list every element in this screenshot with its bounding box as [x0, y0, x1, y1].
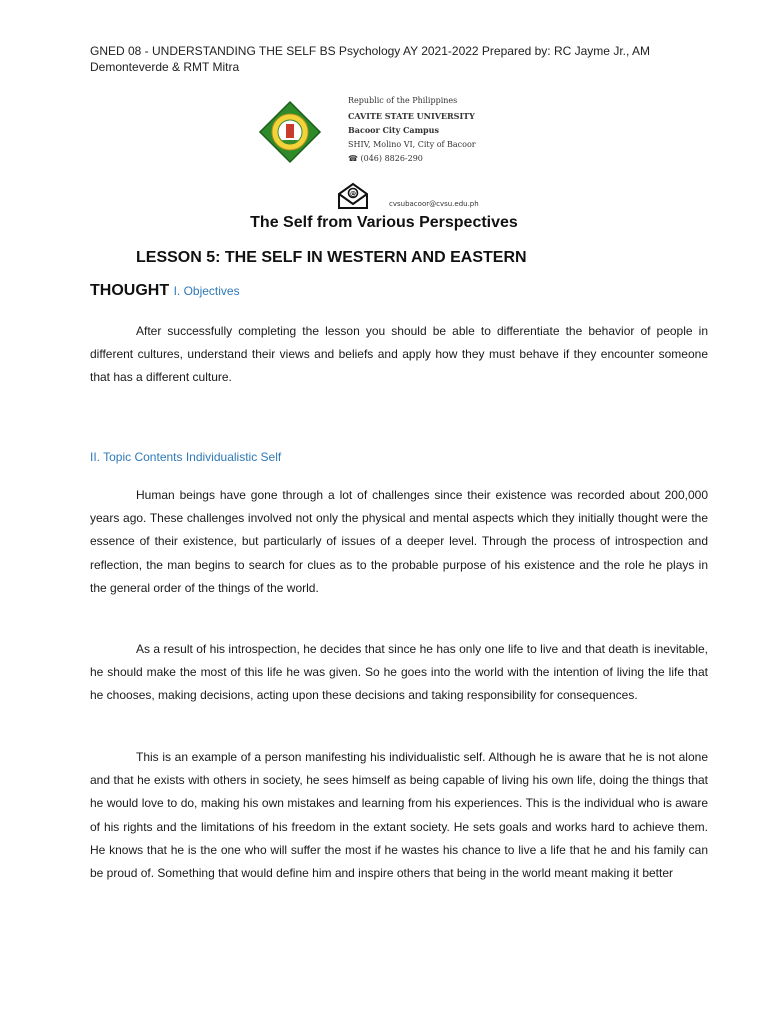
- objectives-paragraph: After successfully completing the lesson you should be able to differentiate the behavior of people in different cultures, understand their views and beliefs and apply how they must behave if they encounter someone that has a different culture.: [90, 324, 708, 385]
- university-email: cvsubacoor@cvsu.edu.ph: [389, 200, 479, 208]
- header-line-2: Demonteverde & RMT Mitra: [90, 60, 240, 74]
- campus-address: SHIV, Molino VI, City of Bacoor: [348, 139, 476, 149]
- lesson-title-continuation: [90, 282, 240, 300]
- republic-line: Republic of the Philippines: [348, 96, 458, 105]
- header-line-1: GNED 08 - UNDERSTANDING THE SELF BS Psychology AY 2021-2022 Prepared by: RC Jayme Jr., AM: [90, 44, 650, 58]
- campus-phone: ☎ (046) 8826-290: [348, 154, 423, 164]
- university-address: [348, 94, 498, 167]
- section-objectives-heading: I. Objectives: [173, 284, 240, 298]
- campus-name: Bacoor City Campus: [348, 125, 439, 136]
- lesson-title: LESSON 5: THE SELF IN WESTERN AND EASTERN: [136, 249, 527, 266]
- svg-text:@: @: [350, 190, 356, 198]
- university-seal-icon: [258, 100, 322, 164]
- email-row: [336, 182, 516, 212]
- envelope-icon: [336, 182, 370, 210]
- body-paragraph-1: Human beings have gone through a lot of challenges since their existence was recorded about 200,000 years ago. These challenges involved not only the physical and mental aspects which they initially thought were the essence of their existence, but particularly of issues of a deeper level. Through the process of introspection and reflection, the man begins to search for clues as to the probable purpose of his existence and the role he plays in the general order of the things of the world.: [90, 488, 708, 595]
- section-topic-contents-heading: II. Topic Contents Individualistic Self: [90, 450, 282, 464]
- university-name: CAVITE STATE UNIVERSITY: [348, 110, 475, 121]
- body-paragraph-3: This is an example of a person manifesting his individualistic self. Although he is aware that he is not alone and that he exists with others in society, he sees himself as being capable of living his own life, doing the things that he would love to do, making his own mistakes and learning from his experiences. This is the individual who is aware of his rights and the limitations of his freedom in the extant society. He sets goals and works hard to achieve them. He knows that he is the one who will suffer the most if he wastes his chance to live a life that he and his family can be proud of. Something that would define him and inspire others that being in the world meant making it better: [90, 750, 708, 881]
- lesson-title-word: THOUGHT: [90, 282, 170, 299]
- body-paragraph-2: As a result of his introspection, he decides that since he has only one life to live and that death is inevitable, he should make the most of this life he was given. So he goes into the world with the intention of living the life that he chooses, making decisions, acting upon these decisions and taking responsibility for consequences.: [90, 642, 708, 703]
- document-title: The Self from Various Perspectives: [250, 214, 518, 231]
